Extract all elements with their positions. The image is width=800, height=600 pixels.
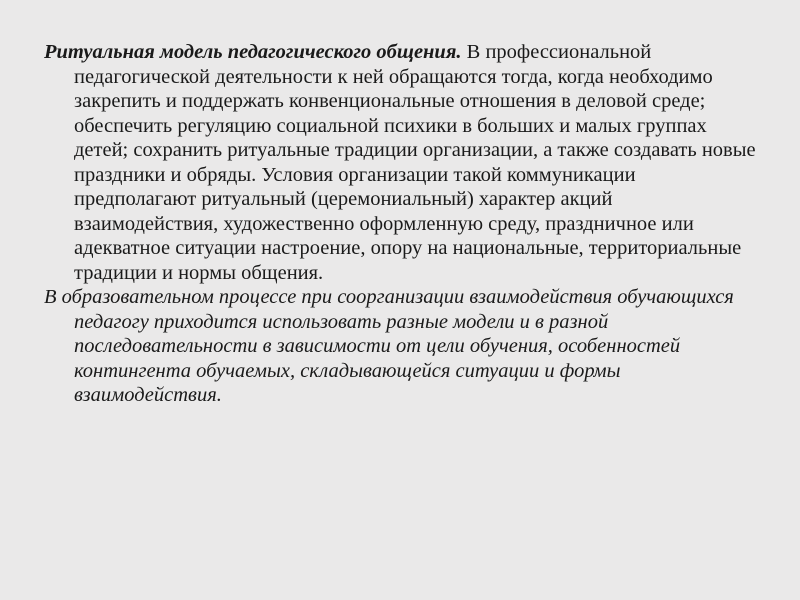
paragraph-educational-process: В образовательном процессе при соорганизации взаимодействия обучающихся педагогу приходится использовать разные модели и в разной последовательности в зависимости от цели обучения, особенностей контингента обучаемых, складывающейся ситуации и формы взаимодействия. [44, 286, 734, 406]
paragraph-ritual-model [44, 40, 756, 285]
paragraph-lead-title: Ритуальная модель педагогического общения. [44, 41, 462, 63]
paragraph-body: В профессиональной педагогической деятельности к ней обращаются тогда, когда необходимо закрепить и поддержать конвенциональные отношения в деловой среде; обеспечить регуляцию социальной психики в больших и малых группах детей; сохранить ритуальные традиции организации, а также создавать новые праздники и обряды. Условия организации такой коммуникации предполагают ритуальный (церемониальный) характер акций взаимодействия, художественно оформленную среду, праздничное или адекватное ситуации настроение, опору на национальные, территориальные традиции и нормы общения. [74, 41, 756, 284]
text-block [44, 40, 756, 408]
